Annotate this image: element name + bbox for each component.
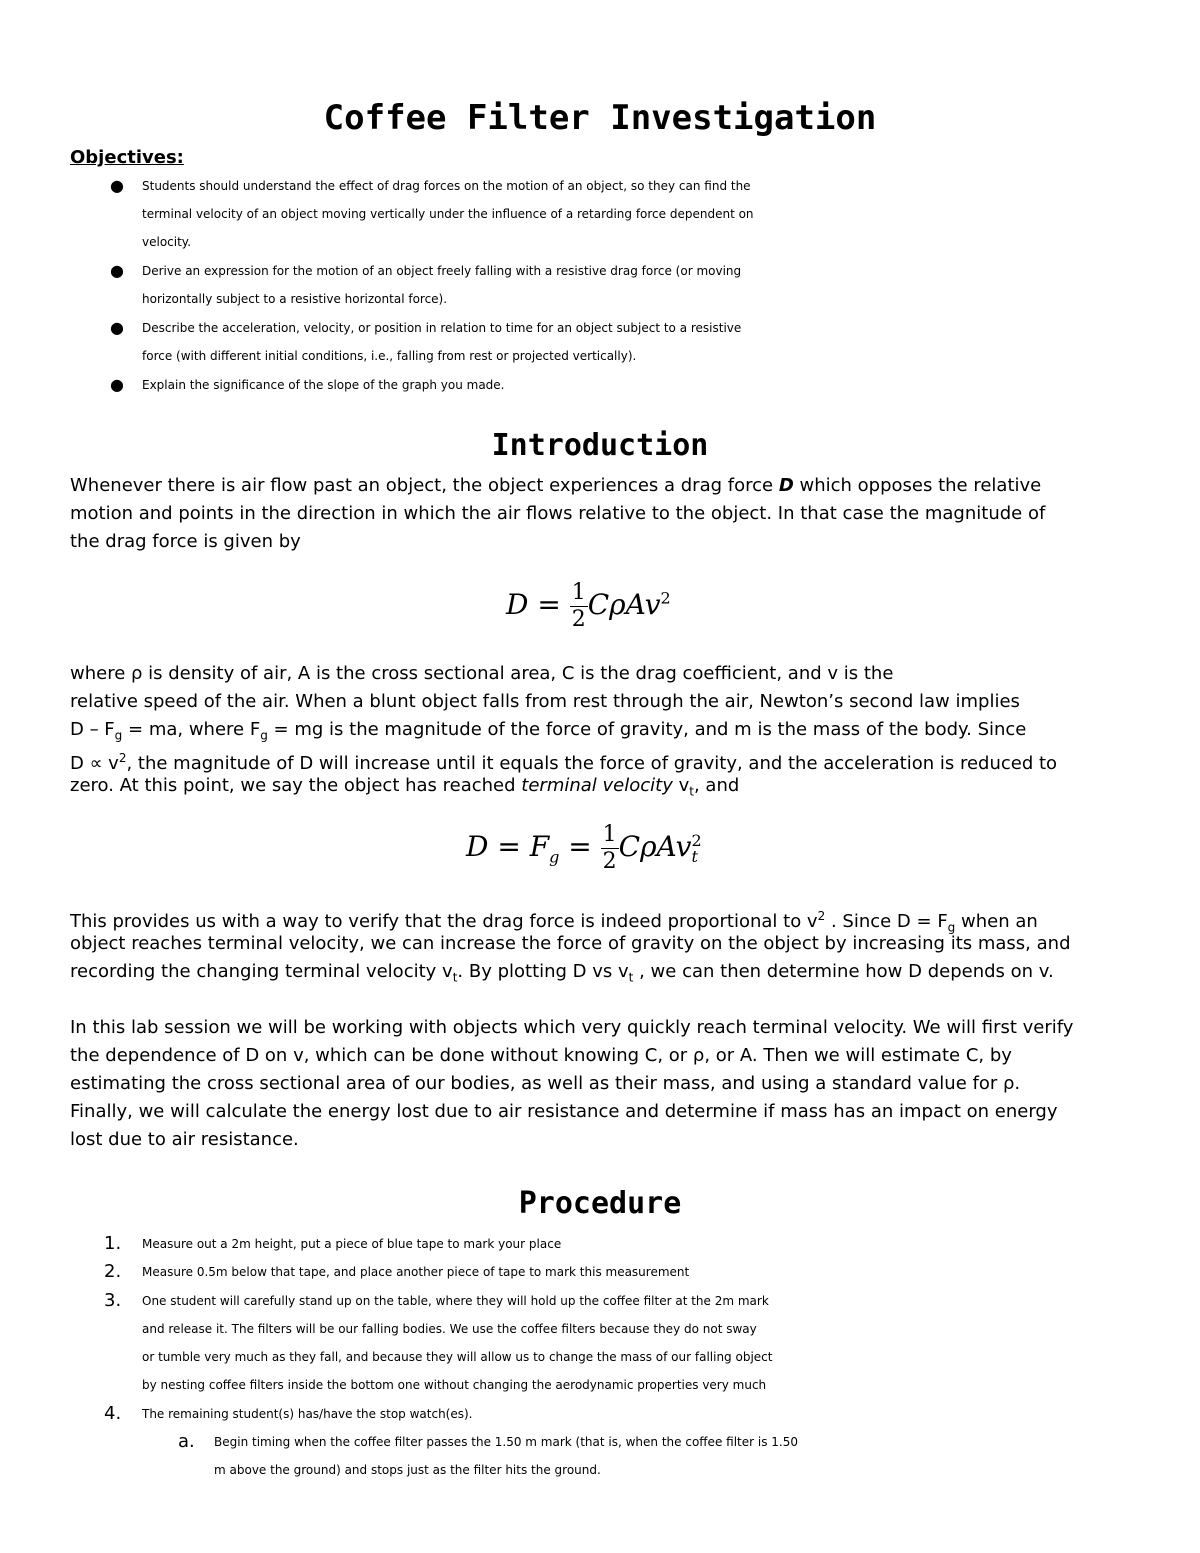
objective-2-line-2: horizontally subject to a resistive horizontal force). xyxy=(142,292,448,306)
introduction-heading: Introduction xyxy=(491,428,709,463)
step-4-line-1: The remaining student(s) has/have the stop watch(es). xyxy=(142,1407,473,1421)
intro-p1-line-2: motion and points in the direction in which the air flows relative to the object. In that case the magnitude of xyxy=(70,503,1046,524)
step-3-line-3: or tumble very much as they fall, and because they will allow us to change the mass of our falling object xyxy=(142,1350,773,1364)
substep-a-line-2: m above the ground) and stops just as the filter hits the ground. xyxy=(214,1463,601,1477)
step-number: 1. xyxy=(104,1233,122,1254)
intro-p3-line-1: This provides us with a way to verify that the drag force is indeed proportional to $v^2$ . Since $D = F_g$ when an xyxy=(70,909,1038,935)
objective-3-line-1: Describe the acceleration, velocity, or position in relation to time for an object subject to a resistive xyxy=(142,321,742,335)
intro-p2-line-1: where ρ is density of air, A is the cross sectional area, C is the drag coefficient, and v is the xyxy=(70,663,894,684)
step-1-line-1: Measure out a 2m height, put a piece of blue tape to mark your place xyxy=(142,1237,562,1251)
objective-3-line-2: force (with different initial conditions, i.e., falling from rest or projected vertically). xyxy=(142,349,637,363)
objective-4-line-1: Explain the significance of the slope of the graph you made. xyxy=(142,378,505,392)
intro-p3-line-3: recording the changing terminal velocity $v_t$. By plotting D vs $v_t$ , we can then determine how D depends on v. xyxy=(70,961,1054,985)
bullet-icon: ● xyxy=(110,261,124,280)
step-number: 4. xyxy=(104,1403,122,1424)
objective-1-line-1: Students should understand the effect of drag forces on the motion of an object, so they can find the xyxy=(142,179,751,193)
intro-p2-line-3: D – $F_g$ = ma, where $F_g$ = mg is the magnitude of the force of gravity, and m is the mass of the body. Since xyxy=(70,719,1027,743)
intro-p3-line-2: object reaches terminal velocity, we can increase the force of gravity on the object by increasing its mass, and xyxy=(70,933,1071,954)
objectives-heading: Objectives: xyxy=(70,147,184,168)
intro-p4-line-4: Finally, we will calculate the energy lost due to air resistance and determine if mass has an impact on energy xyxy=(70,1101,1058,1122)
step-3-line-2: and release it. The filters will be our falling bodies. We use the coffee filters because they do not sway xyxy=(142,1322,757,1336)
bullet-icon: ● xyxy=(110,318,124,337)
step-number: 3. xyxy=(104,1290,122,1311)
intro-p1-line-3: the drag force is given by xyxy=(70,531,301,552)
intro-p2-line-5: zero. At this point, we say the object has reached terminal velocity $v_t$, and xyxy=(70,775,740,799)
objective-1-line-2: terminal velocity of an object moving vertically under the influence of a retarding force dependent on xyxy=(142,207,754,221)
step-3-line-4: by nesting coffee filters inside the bottom one without changing the aerodynamic properties very much xyxy=(142,1378,767,1392)
intro-p2-line-4: $D \propto v^2$, the magnitude of D will increase until it equals the force of gravity, and the acceleration is reduced to xyxy=(70,751,1058,774)
substep-letter: a. xyxy=(178,1431,195,1452)
bullet-icon: ● xyxy=(110,176,124,195)
procedure-heading: Procedure xyxy=(518,1186,682,1221)
substep-a-line-1: Begin timing when the coffee filter passes the 1.50 m mark (that is, when the coffee filter is 1.50 xyxy=(214,1435,798,1449)
step-number: 2. xyxy=(104,1261,122,1282)
intro-p4-line-2: the dependence of D on v, which can be done without knowing C, or ρ, or A. Then we will estimate C, by xyxy=(70,1045,1012,1066)
page-title: Coffee Filter Investigation xyxy=(323,98,877,138)
intro-p2-line-2: relative speed of the air. When a blunt object falls from rest through the air, Newton’s second law implies xyxy=(70,691,1020,712)
terminal-velocity-equation: $D = F_g$ = $\frac{1}{2}$ CρAv 2 t xyxy=(466,822,702,874)
intro-p4-line-1: In this lab session we will be working with objects which very quickly reach terminal velocity. We will first verify xyxy=(70,1017,1074,1038)
bullet-icon: ● xyxy=(110,375,124,394)
step-3-line-1: One student will carefully stand up on the table, where they will hold up the coffee filter at the 2m mark xyxy=(142,1294,769,1308)
drag-equation: D = $\frac{1}{2}$ CρAv$^2$ xyxy=(506,580,671,632)
step-2-line-1: Measure 0.5m below that tape, and place another piece of tape to mark this measurement xyxy=(142,1265,690,1279)
intro-p4-line-5: lost due to air resistance. xyxy=(70,1129,299,1150)
objective-2-line-1: Derive an expression for the motion of an object freely falling with a resistive drag force (or moving xyxy=(142,264,742,278)
intro-p4-line-3: estimating the cross sectional area of our bodies, as well as their mass, and using a standard value for ρ. xyxy=(70,1073,1021,1094)
objective-1-line-3: velocity. xyxy=(142,235,192,249)
intro-p1-line-1: Whenever there is air flow past an object, the object experiences a drag force D which opposes the relative xyxy=(70,475,1042,496)
